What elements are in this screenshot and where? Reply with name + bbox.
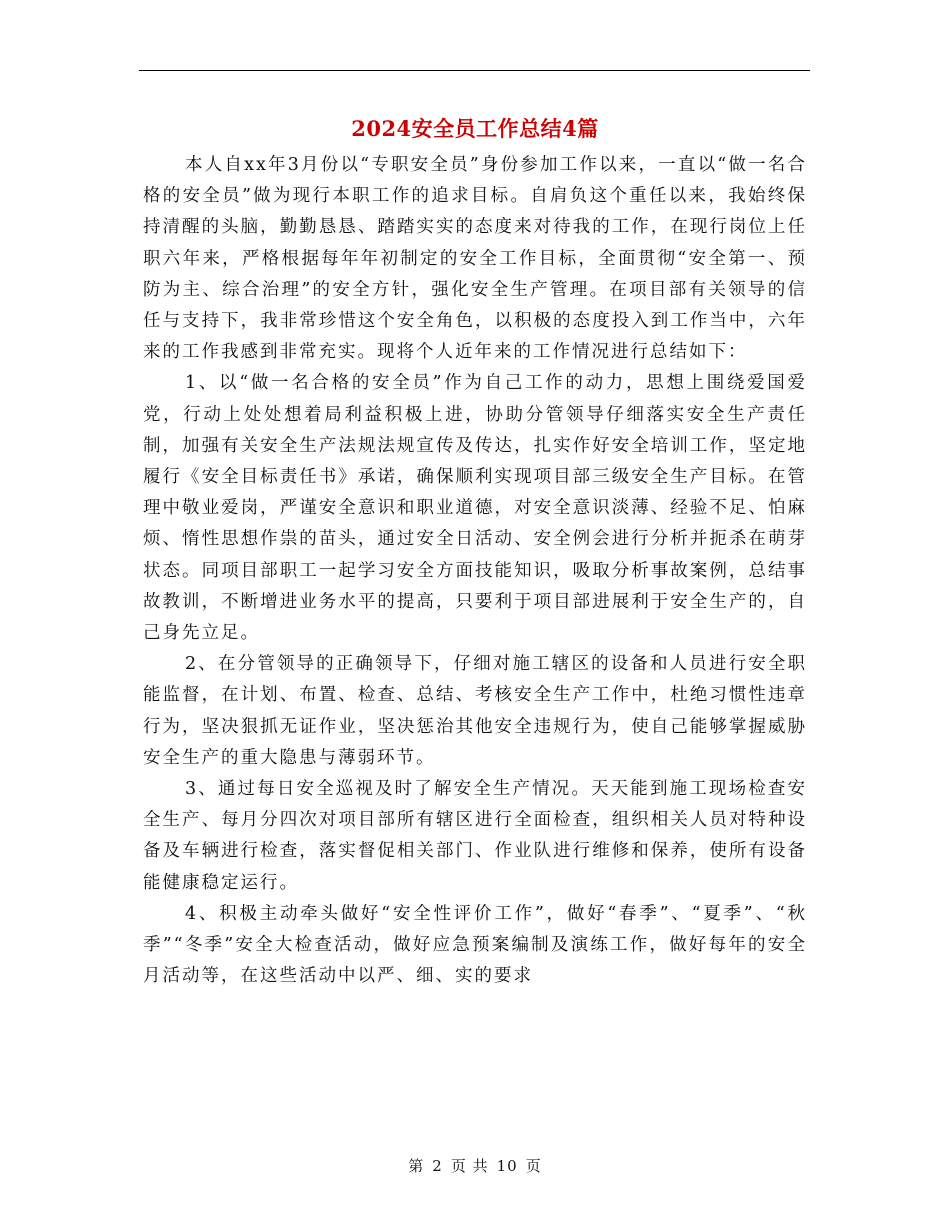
footer-total-pages: 10 [496,1157,518,1175]
paragraph-item-3: 3、通过每日安全巡视及时了解安全生产情况。天天能到施工现场检查安全生产、每月分四次对项目部所有辖区进行全面检查，组织相关人员对特种设备及车辆进行检查，落实督促相关部门、作业队进行维修和保养，使所有设备能健康稳定运行。 [143,779,807,893]
footer-suffix: 页 [525,1157,542,1175]
footer-page-number: 2 [432,1157,443,1175]
header-rule [139,70,810,71]
paragraph-item-4: 4、积极主动牵头做好“安全性评价工作”，做好“春季”、“夏季”、“秋季”“冬季”安全大检查活动，做好应急预案编制及演练工作，做好每年的安全月活动等，在这些活动中以严、细、实的要求 [143,903,807,987]
paragraph-intro: 本人自xx年3月份以“专职安全员”身份参加工作以来，一直以“做一名合格的安全员”做为现行本职工作的追求目标。自肩负这个重任以来，我始终保持清醒的头脑，勤勤恳恳、踏踏实实的态度来对待我的工作，在现行岗位上任职六年来，严格根据每年年初制定的安全工作目标，全面贯彻“安全第一、预防为主、综合治理”的安全方针，强化安全生产管理。在项目部有关领导的信任与支持下，我非常珍惜这个安全角色，以积极的态度投入到工作当中，六年来的工作我感到非常充实。现将个人近年来的工作情况进行总结如下： [143,155,807,363]
document-title: 2024安全员工作总结4篇 [351,116,599,141]
paragraph-item-2: 2、在分管领导的正确领导下，仔细对施工辖区的设备和人员进行安全职能监督，在计划、布置、检查、总结、考核安全生产工作中，杜绝习惯性违章行为，坚决狠抓无证作业，坚决惩治其他安全违规行为，使自己能够掌握威胁安全生产的重大隐患与薄弱环节。 [143,654,807,768]
footer-middle: 页 共 [450,1157,489,1175]
paragraph-item-1: 1、以“做一名合格的安全员”作为自己工作的动力，思想上围绕爱国爱党，行动上处处想着局利益积极上进，协助分管领导仔细落实安全生产责任制，加强有关安全生产法规法规宣传及传达，扎实作好安全培训工作，坚定地履行《安全目标责任书》承诺，确保顺利实现项目部三级安全生产目标。在管理中敬业爱岗，严谨安全意识和职业道德，对安全意识淡薄、经验不足、怕麻烦、惰性思想作祟的苗头，通过安全日活动、安全例会进行分析并扼杀在萌芽状态。同项目部职工一起学习安全方面技能知识，吸取分析事故案例，总结事故教训，不断增进业务水平的提高，只要利于项目部进展利于安全生产的，自己身先立足。 [143,373,807,644]
document-body [143,150,807,992]
footer-prefix: 第 [408,1157,425,1175]
page-footer [0,1155,950,1176]
